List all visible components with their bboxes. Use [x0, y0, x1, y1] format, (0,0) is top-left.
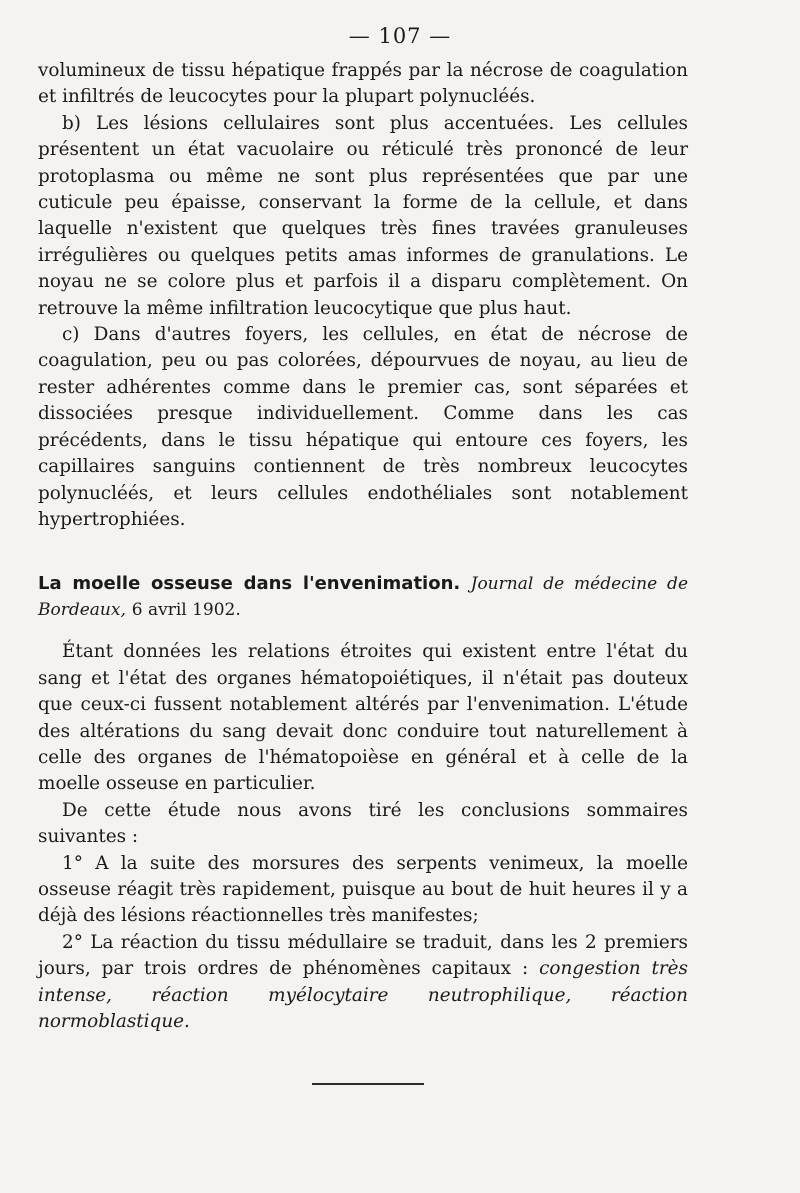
page-body	[38, 58, 688, 1035]
article-paragraph-2: De cette étude nous avons tiré les conclusions sommaires suivantes :	[38, 799, 688, 848]
article-paragraph-3: 1° A la suite des morsures des serpents venimeux, la moelle osseuse réagit très rapidement, puisque au bout de huit heures il y a déjà des lésions réactionnelles très manifestes;	[38, 852, 688, 927]
page-number: — 107 —	[348, 24, 452, 48]
article-heading	[38, 571, 688, 623]
article-date: 6 avril 1902.	[131, 600, 241, 621]
paragraph-continuation: volumineux de tissu hépatique frappés par la nécrose de coagulation et infiltrés de leucocytes pour la plupart polynucléés.	[38, 60, 688, 108]
conclusion-2-italic: congestion très intense, réaction myélocytaire neutrophilique, réaction normoblastique.	[38, 958, 688, 1032]
article-title: La moelle osseuse dans l'envenimation.	[38, 573, 461, 595]
paragraph-c: c) Dans d'autres foyers, les cellules, en état de nécrose de coagulation, peu ou pas colorées, dépourvues de noyau, au lieu de rester adhérentes comme dans le premier cas, sont séparées et dissociées presque individuellement. Comme dans les cas précédents, dans le tissu hépatique qui entoure ces foyers, les capillaires sanguins contiennent de très nombreux leucocytes polynucléés, et leurs cellules endothéliales sont notablement hypertrophiées.	[38, 324, 688, 530]
article-source: Journal de médecine de Bordeaux,	[38, 574, 688, 621]
paragraph-b: b) Les lésions cellulaires sont plus accentuées. Les cellules présentent un état vacuolaire ou réticulé très prononcé de leur protoplasma ou même ne sont plus représentées que par une cuticule peu épaisse, conservant la forme de la cellule, et dans laquelle n'existent que quelques très fines travées granuleuses irrégulières ou quelques petits amas informes de granulations. Le noyau ne se colore plus et parfois il a disparu complètement. On retrouve la même infiltration leucocytique que plus haut.	[38, 112, 688, 319]
article-paragraph-1: Étant données les relations étroites qui existent entre l'état du sang et l'état des organes hématopoiétiques, il n'était pas douteux que ceux-ci fussent notablement altérés par l'envenimation. L'étude des altérations du sang devait donc conduire tout naturellement à celle des organes de l'hématopoièse en général et à celle de la moelle osseuse en particulier.	[38, 641, 688, 795]
article-paragraph-4	[38, 930, 688, 1036]
end-rule	[312, 1083, 424, 1085]
conclusion-2-text: 2° La réaction du tissu médullaire se traduit, dans les 2 premiers jours, par trois ordres de phénomènes capitaux :	[38, 931, 688, 980]
